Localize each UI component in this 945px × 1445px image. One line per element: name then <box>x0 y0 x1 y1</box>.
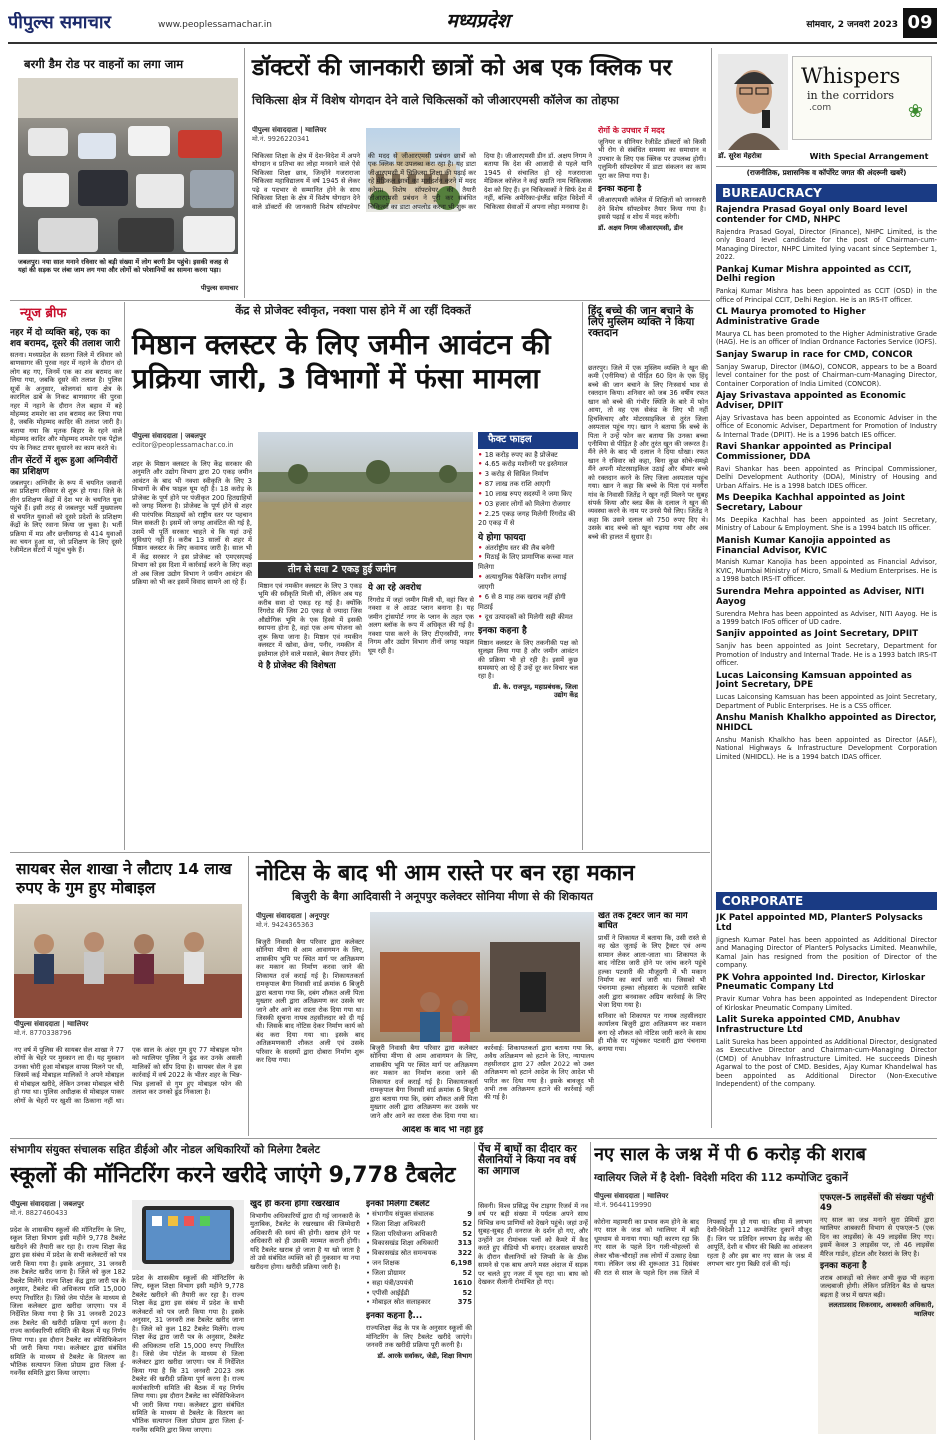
bureaucracy-item-title: Sanjiv appointed as Joint Secretary, DPIIT <box>716 629 919 640</box>
list-item-text: मिठाई के लिए प्रामाणिक कच्चा माल मिलेगा <box>478 553 574 572</box>
bureaucracy-item-title: Ms Deepika Kachhal appointed as Joint Secretary, Labour <box>716 493 905 513</box>
bureaucracy-item-text: Ravi Shankar has been appointed as Principal Commissioner, Delhi Development Authority (DDA), Ministry of Housing and Urban Affairs. He is a 1998 batch IDES officer. <box>716 464 937 490</box>
row-value: 6,198 <box>450 1259 472 1268</box>
doctors-byline-box: पीपुल्स संवाददाता | ग्वालियर मो.नं. 9926220341 <box>252 126 362 152</box>
mishthan-city: जबलपुर <box>185 432 206 440</box>
list-item-text: 2.25 एकड़ जगह मिलेगी रिंगरोड की 20 एकड़ में से <box>478 509 576 528</box>
jam-photo <box>18 78 238 254</box>
corporate-title: CORPORATE <box>716 892 937 910</box>
bullet-icon: • <box>478 553 485 562</box>
tablet-story <box>10 1142 472 1440</box>
list-item <box>478 451 578 461</box>
bureaucracy-item-text: Maurya CL has been promoted to the Higher Administrative Grade (HAG). He is an officer of Indian Ordnance Factories Service (IOFS). <box>716 329 937 347</box>
bullet-icon: • <box>478 450 485 459</box>
hindu-story <box>588 302 708 850</box>
notice-story <box>252 856 708 1136</box>
corporate-list <box>716 910 937 1134</box>
notice-subtitle: बिजुरी के बैगा आदिवासी ने अनूपपुर कलेक्टर सोनिया मीणा से की शिकायत <box>292 890 593 903</box>
tablet-kicker: संभागीय संयुक्त संचालक सहित डीईओ और नोडल अधिकारियों को मिलेगा टैबलेट <box>10 1144 320 1156</box>
row-label: • एपीसी आईईडी <box>366 1288 410 1297</box>
notice-city: अनूपपुर <box>309 912 330 920</box>
mishthan-byline: पीपुल्स संवाददाता <box>132 432 178 440</box>
doctors-body: चिकित्सा शिक्षा के क्षेत्र में देश-विदेश में अपने योगदान व प्रतिभा का लोहा मनवाने वाले ऐसे चिकित्सा शिक्षा छात्र, जिन्होंने गजराराजा चिकित्सा महाविद्यालय में वर्ष 1945 से लेकर पढ़े व पदभार से सम्मानित होने के साथ चिकित्सा शिक्षा के क्षेत्र में विशेष योगदान देने वाले डॉक्टरों की जानकारी विशेष सॉफ्टवेयर की मदद से जीआरएमसी प्रबंधन छात्रों को एक क्लिक पर उपलब्ध करा रहा है। यह डाटा जीआरएमसी में चिकित्सा शिक्षा की पढ़ाई कर रहे मेडिकल छात्रों का मार्गदर्शन करने में मदद करेगा। विशेष सॉफ्टवेयर की तैयारी जीआरएमसी प्रबंधन ने पूरी कर संबंधित चिकित्सों का डाटा अपलोड करना भी शुरू कर दिया है। जीआरएमसी डीन डॉ. अक्षय निगम ने बताया कि देश की आजादी से पहले यानि 1945 से संचालित हो रहे गजराराजा मेडिकल कॉलेज ने कई ख्याति नाम चिकित्सक देश को दिए हैं। इन चिकित्सकों ने सिर्फ देश में नहीं, बल्कि अमेरिका-इंग्लैंड सहित विदेशों में चिकित्सा सेवाओं में अपना लोहा मनवाया है। <box>252 152 592 211</box>
bureaucracy-item-title: Lucas Laiconsing Kamsuan appointed as Joint Secretary, DPE <box>716 670 912 691</box>
list-item-text: 03 हजार लोगों को मिलेगा रोजगार <box>484 499 571 508</box>
tablet-city: जबलपुर <box>63 1200 84 1208</box>
wine-side-body: नए साल का जश्न मनाने सुरा प्रेमियों द्वारा ग्वालियर आबकारी विभाग से एफएल-5 (एक दिन का लाइसेंस) के 49 लाइसेंस लिए गए। इसमें केवल 3 लाइसेंस पर, तो 46 लाइसेंस मैरिज गार्डन, होटल और रेस्तरां के लिए है। <box>820 1215 934 1258</box>
tablet-quote-by: डॉ. आरके सर्वाकर, जेडी, शिक्षा विभाग <box>377 1351 472 1360</box>
notice-byline-box: पीपुल्स संवाददाता | अनूपपुर मो.नं. 9424365363 <box>256 912 366 936</box>
tablet-rows <box>366 1210 472 1308</box>
mishthan-title: मिष्ठान क्लस्टर के लिए जमीन आवंटन की प्रक्रिया जारी, 3 विभागों में फंसा मामला <box>132 328 551 395</box>
hindu-body: छतरपुर। जिले में एक मुस्लिम व्यक्ति ने खून की कमी (एनीमिया) से पीड़ित 60 दिन के एक हिंदू बच्चे की जान बचाने के लिए निःस्वार्थ भाव से रक्तदान किया। शनिवार को जब 36 वर्षीय रफत खान को बच्चे की गंभीर स्थिति के बारे में फोन आया, तो वह एक सेकंड के लिए भी नहीं हिचकिचाए और मोटरसाइकिल से तुरंत जिला अस्पताल पहुंच गए। खान ने बताया कि बच्चे के पिता ने उन्हें फोन कर बताया कि उनका बच्चा एनीमिया से पीड़ित है और तुरंत खून की जरूरत है। मैंने लेने के बाद भी दलाल ने दिया धोखा। रफत खान ने रविवार को कहा, बिना कुछ सोचे-समझे मैंने अपनी मोटरसाइकिल उठाई और बीमार बच्चे को रक्तदान करने के लिए जिला अस्पताल पहुंच गया। खान ने कहा कि बच्चे के पिता एवं मनगैरा गांव के निवासी जितेंद्र ने खून नहीं मिलने पर सुबह संपर्क किया और ब्लड बैंक के दलाल ने खून की व्यवस्था करने के नाम पर उनसे पैसे लिए। जितेंद्र ने कहा कि उसने दलाल को 750 रुपए दिए थे। उसके बाद बच्चे को खून चढ़ाया गया और अब बच्चे की हालत में सुधार है। <box>588 364 708 541</box>
tablet-box <box>250 1200 360 1434</box>
corporate-item-title: Lalit Sureka appointed CMD, Anubhav Infrastructure Ltd <box>716 1015 901 1035</box>
list-item <box>478 573 578 593</box>
wine-subtitle: ग्वालियर जिले में है देशी- विदेशी मदिरा की 112 कम्पोजिट दुकानें <box>594 1172 848 1184</box>
bullet-icon: • <box>478 612 485 621</box>
list-item-text: दूध उत्पादकों को मिलेगी सही कीमत <box>484 612 573 621</box>
table-row <box>366 1249 472 1259</box>
bagh-body: सिवनी। विश्व प्रसिद्ध पेंच टाइगर रिजर्व में नव वर्ष पर बड़ी संख्या में पर्यटक अपने साथ विभिन्न वन्य प्राणियों को देखने पहुंचे। जहां उन्हें सुबह-सुबह ही वनराज के दर्शन हो गए, और उन्होंने उन रोमांचक पलों को कैमरे में कैद करते हुए वीडियो भी बनाए। दरअसल सफारी के दौरान सैलानियों को जिप्सी के के ठीक सामने से एक बाघ अपने मस्त अंदाज में सड़क पर चलते हुए नजर में घूम रहा था। बाघ को देखकर सैलानी रोमांचित हो गए। <box>478 1202 588 1286</box>
wine-city: ग्वालियर <box>647 1192 669 1200</box>
list-item <box>478 593 578 613</box>
bureaucracy-item-title: CL Maurya promoted to Higher Administrative Grade <box>716 307 866 327</box>
tablet-mobile: मो.नं. 8827460433 <box>10 1208 68 1217</box>
row-label: • जिला शिक्षा अधिकारी <box>366 1219 426 1228</box>
doctors-side <box>598 126 706 298</box>
table-row <box>366 1298 472 1308</box>
bullet-icon: • <box>478 480 485 489</box>
whispers-logo-sub: in the corridors <box>807 89 894 103</box>
doctors-quote-by: डॉ. अक्षय निगम जीआरएमसी, डीन <box>598 223 683 232</box>
wine-story <box>594 1142 937 1440</box>
list-item <box>478 510 578 530</box>
brief-2-body: जबलपुर। अग्निवीर के रूप में चयनित जवानों का प्रशिक्षण रविवार से शुरू हो गया। जिले के तीन प्रशिक्षण केंद्रों में देश भर के चयनित युवा पहुंचे हैं। इसी तरह से जबलपुर भर्ती मुख्यालय से चयनित युवाओं को दूसरे प्रदेशों के प्रशिक्षण केंद्रों के लिए रवाना किया जा चुका है। भर्ती प्रक्रिया में मप्र और छत्तीसगढ़ से 414 युवाओं का चयन हुआ था, जो प्रशिक्षण के लिए दूसरे रेजीमेंटल सेंटरों में पहुंच चुके हैं। <box>10 478 122 555</box>
tablet-title: स्कूलों की मॉनिटरिंग करने खरीदे जाएंगे 9,778 टैबलेट <box>10 1163 456 1188</box>
bureaucracy-item-title: Ravi Shankar appointed as Principal Commissioner, DDA <box>716 442 892 462</box>
cyber-event-illustration <box>14 904 242 1018</box>
bureaucracy-list <box>716 202 937 866</box>
row-value: 313 <box>457 1239 472 1248</box>
table-row <box>366 1269 472 1279</box>
tablet-body: प्रदेश के शासकीय स्कूलों की मॉनिटरिंग के लिए, स्कूल शिक्षा विभाग इसी महीने 9,778 टैबलेट खरीदने की तैयारी कर रहा है। राज्य शिक्षा केंद्र द्वारा इस संबंध में प्रदेश के सभी कलेक्टरों को पत्र जारी किया गया है। इसके अनुसार, 31 जनवरी तक टैबलेट खरीद जाना है। जिले को कुल 182 टैबलेट मिलेंगे। राज्य शिक्षा केंद्र द्वारा जारी पत्र के अनुसार, टैबलेट की अधिकतम राशि 15,000 रुपए निर्धारित है। जिसे जेम पोर्टल के माध्यम से जिला कलेक्टर द्वारा खरीदा जाएगा। पत्र में निर्देशित किया गया है कि 31 जनवरी 2023 तक टैबलेट की खरीदी प्रक्रिया पूर्ण करना है। राज्य कार्यकारिणी समिति की बैठक में यह निर्णय लिया गया। इस दौरान टैबलेट का स्पेसिफिकेशन भी जारी किया गया। कलेक्टर द्वारा संबंधित समिति के माध्यम से टैबलेट के वितरण का भौतिक सत्यापन जिला प्रोग्राम द्वारा जिला ई-गवर्नेंस समिति द्वारा किया जाएगा। <box>10 1226 126 1378</box>
bureaucracy-item-title: Manish Kumar Kanojia appointed as Financial Advisor, KVIC <box>716 535 891 556</box>
bureaucracy-item-title: Surendra Mehra appointed as Adviser, NITI Aayog <box>716 586 925 607</box>
benefits-title: ये होगा फायदा <box>478 533 526 544</box>
jam-caption: जबलपुर। नया साल मनाने रविवार को बड़ी संख्या में लोग बरगी डैम पहुंचे। इसकी वजह से यहां की सड़क पर लंबा जाम लग गया और लोगों को परेशानियों का सामना करना पड़ा। <box>18 258 229 275</box>
tablet-quote-title: इनका कहना है... <box>366 1311 423 1322</box>
doctors-city: ग्वालियर <box>305 126 327 134</box>
house-photo <box>370 912 594 1042</box>
site-url: www.peoplessamachar.in <box>158 20 272 30</box>
wine-quote: शराब आकड़ों को लेकर अभी कुछ भी कहना जल्दबाजी होगी। लेकिन प्रतिदिन बैठ से खपत बढ़ता है जश्न में खपत बढ़ी। <box>820 1273 934 1299</box>
bureaucracy-item-text: Lucas Laiconsing Kamsuan has been appointed as Joint Secretary, Department of Public Enterprises. He is a CSS officer. <box>716 693 937 710</box>
corporate-item-title: PK Vohra appointed Ind. Director, Kirloskar Pneumatic Company Ltd <box>716 972 926 993</box>
list-item <box>478 480 578 490</box>
list-item-text: 18 करोड़ रुपए का है प्रोजेक्ट <box>484 450 558 459</box>
doctors-side-title: रोगों के उपचार में मदद <box>598 126 665 135</box>
mishthan-box-1-body: मिष्ठान एवं नमकीन क्लस्टर के लिए 3 एकड़ भूमि की स्वीकृति मिली थी, लेकिन अब यह करीब सवा दो एकड़ रह गई है। क्योंकि रिंगरोड की जिस 20 एकड़ से ज्यादा जिस औद्योगिक भूमि के एक हिस्से में इसकी स्थापना होना है, वहां एक अन्य योजना को शुरू किया जाना है। मिष्ठान एवं नमकीन क्लस्टर में खोवा, छेना, पनीर, नमकीन में इस्तेमाल होने वाले मसाले, बेसन तैयार होंगे। <box>258 582 362 658</box>
mishthan-facts <box>478 432 578 850</box>
whispers-logo-main: Whispers <box>801 64 901 88</box>
list-item-text: अंतर्राष्ट्रीय स्तर की लैब बनेगी <box>484 543 555 552</box>
mishthan-box-2 <box>368 580 474 850</box>
columnist-photo <box>718 54 788 150</box>
wine-title: नए साल के जश्न में पी 6 करोड़ की शराब <box>594 1144 866 1165</box>
mishthan-box-2-title: ये आ रहे अवरोध <box>368 583 422 593</box>
doctors-mobile: मो.नं. 9926220341 <box>252 134 310 143</box>
list-item-text: अत्याधुनिक पैकेजिंग मशीन लगाई जाएगी <box>478 573 567 591</box>
hindu-title: हिंदू बच्चे की जान बचाने के लिए मुस्लिम व्यक्ति ने किया रक्तदान <box>588 305 695 340</box>
row-value: 52 <box>462 1288 472 1297</box>
notice-body: बिजुरी निवासी बैगा परिवार द्वारा कलेक्टर सोनिया मीणा से आम आवागमन के लिए, शासकीय भूमि पर स्थित मार्ग पर अतिक्रमण कर मकान का निर्माण करवा जाने की शिकायत दर्ज कराई गई है। शिकायतकर्ता रामकृपाल बैगा निवासी वार्ड क्रमांक 6 बिजुरी द्वारा बताया गया कि, दबंग शौकत अली पिता मुख्तार अली द्वारा अतिक्रमण कर उसके घर जाने और आने का रास्ता रोक दिया गया था। जिसकी सूचना नायब तहसीलदार को दी गई थी। जिसके बाद नोटिस देकर निर्माण कार्य को बंद करा दिया गया था। इसके बाद अतिक्रमणकारी शौकत अली एवं उसके परिवार के सदस्यों द्वारा दोबारा निर्माण शुरू कर दिया गया। <box>256 938 364 1065</box>
whispers-credit: With Special Arrangement <box>809 152 929 161</box>
doctors-byline: पीपुल्स संवाददाता <box>252 126 298 134</box>
mishthan-box-1 <box>258 580 362 850</box>
mishthan-body: शहर के मिष्ठान क्लस्टर के लिए केंद्र सरकार की अनुमति और उद्योग विभाग द्वारा 20 एकड़ जमीन आवंटन के बाद भी नक्शा स्वीकृति के लिए 3 विभागों के बीच फाइल घूम रही है। 18 करोड़ के प्रोजेक्ट के पूर्ण होने पर पंजीकृत 200 हितग्राहियों को जगह मिलना है। प्रोजेक्ट के पूर्ण होने से शहर की पारंपरिक मिठाइयों को राष्ट्रीय स्तर पर पहचान मिल सकती है। इसमें जो जगह आवंटित की गई है, उसमें भी पूर्ति सरकार चाहते थे कि यहां उन्हें सुविधाएं नहीं हैं। करीब 13 सालों से शहर में मिष्ठान क्लस्टर के लिए कवायद जारी है। साल भी में केंद्र सरकार ने इस प्रोजेक्ट को एमएसएमई विभाग को इस दिशा में कार्रवाई करने के लिए कहा तो अब जिला उद्योग विभाग ने जमीन आवंटन की प्रक्रिया को भी कर इसमें विवाद सामने आ रहे हैं। <box>132 460 252 587</box>
list-item-text: 4.65 करोड़ मशीनरी पर इस्तेमाल <box>484 460 568 469</box>
row-label: • संभागीय संयुक्त संचालक <box>366 1209 434 1218</box>
mishthan-box-2-body: रिंगरोड में जहां जमीन मिली थी, वहां फिर से नक्शा व ले आउट प्लान बनाना है। यह जमीन ट्रांसपोर्ट नगर के प्लान के तहत एक अलग ब्लॉक के रूप में अधिकृत की गई है। नक्शा पास करने के लिए टीएनसीपी, नगर निगम और उद्योग विभाग तीनों जगह फाइल घूम रही है। <box>368 595 474 655</box>
row-value: 375 <box>457 1298 472 1307</box>
columnist-portrait-illustration <box>718 54 788 150</box>
cyber-byline-box: पीपुल्स संवाददाता | ग्वालियर मो.नं. 8770338796 <box>14 1020 124 1044</box>
doctors-subtitle: चिकित्सा क्षेत्र में विशेष योगदान देने वाले चिकित्सकों को जीआरएमसी कॉलेज का तोहफा <box>252 93 619 107</box>
mishthan-email: editor@peoplessamachar.co.in <box>132 440 234 449</box>
mishthan-story <box>128 302 578 850</box>
bullet-icon: • <box>478 592 485 601</box>
mishthan-box-1-title: ये है प्रोजेक्ट की विशेषता <box>258 660 336 671</box>
bullet-icon: • <box>478 460 485 469</box>
notice-side-body-2: सनिवार को शिकायत पर नायब तहसीलदार कार्यालय बिजुरी द्वारा अतिक्रमण कर मकान बना रहे शौकत को नोटिस जारी करने के साथ ही मौके पर पहुंचकर पटवारी द्वारा पंचनामा बनाया गया। <box>598 1011 706 1054</box>
cyber-mobile: मो.नं. 8770338796 <box>14 1028 72 1037</box>
whispers-logo <box>792 56 932 140</box>
table-row <box>366 1220 472 1230</box>
notice-body-2: बिजुरी निवासी बैगा परिवार द्वारा कलेक्टर सोनिया मीणा से आम आवागमन के लिए, शासकीय भूमि पर स्थित मार्ग पर अतिक्रमण कर मकान का निर्माण करवा जाने की शिकायत दर्ज कराई गई है। शिकायतकर्ता रामकृपाल बैगा निवासी वार्ड क्रमांक 6 बिजुरी द्वारा बताया गया कि, दबंग शौकत अली पिता मुख्तार अली द्वारा अतिक्रमण कर उसके घर जाने और आने का रास्ता रोक दिया गया था। <box>370 1044 478 1120</box>
mishthan-quote: मिष्ठान क्लस्टर के लिए तकनीकी पक्ष को सुलझा लिया गया है और जमीन आवंटन की प्रक्रिया भी हो रही है। इसमें कुछ समस्याएं आ रहे हैं उन्हें दूर कर विचार चल रहा है। <box>478 638 578 681</box>
bureaucracy-item-title: Rajendra Prasad Goyal only Board level contender for CMD, NHPC <box>716 205 908 225</box>
notice-after: आदेश के बाद भी नहीं हुई <box>402 1126 484 1135</box>
cyber-title: सायबर सेल शाखा ने लौटाए 14 लाख रुपए के गुम हुए मोबाइल <box>16 860 232 898</box>
bureaucracy-item-title: Sanjay Swarup in race for CMD, CONCOR <box>716 349 913 360</box>
list-item <box>478 490 578 500</box>
tablet-quote: राज्यशिक्षा केंद्र के पत्र के अनुसार स्कूलों की मॉनिटरिंग के लिए टैबलेट खरीदे जाएंगे। जनवरी तक खरीदी प्रक्रिया पूरी करनी है। <box>366 1324 472 1350</box>
table-row <box>366 1279 472 1289</box>
list-item <box>478 470 578 480</box>
jam-story <box>10 48 242 298</box>
row-label: • जन शिक्षक <box>366 1259 400 1268</box>
mishthan-byline-box: पीपुल्स संवाददाता | जबलपुर editor@peoplessamachar.co.in <box>132 432 262 462</box>
tablet-photo <box>132 1200 244 1270</box>
masthead-rule <box>8 42 937 44</box>
row-value: 52 <box>462 1268 472 1277</box>
notice-byline: पीपुल्स संवाददाता <box>256 912 302 920</box>
benefits-list <box>478 544 578 623</box>
bagh-story <box>478 1142 588 1440</box>
row-label: • मोबाइल स्रोत सलाहकार <box>366 1298 431 1307</box>
jam-credit: पीपुल्स समाचार <box>200 284 238 292</box>
table-row <box>366 1210 472 1220</box>
whispers-tagline: (राजनीतिक, प्रशासनिक व कॉर्पोरेट जगत की अंदरूनी खबरें) <box>716 166 937 178</box>
cyber-city: ग्वालियर <box>67 1020 89 1028</box>
bullet-icon: • <box>478 573 485 582</box>
row-value: 1610 <box>453 1278 472 1287</box>
mishthan-quote-title: इनका कहना है <box>478 626 527 637</box>
list-item <box>478 553 578 573</box>
bureaucracy-item-text: Surendra Mehra has been appointed as Adviser, NITI Aayog. He is a 1999 batch IFoS officer of UD cadre. <box>716 609 937 626</box>
land-photo-caption: तीन से सवा 2 एकड़ हुई जमीन <box>258 562 473 578</box>
bureaucracy-item-title: Anshu Manish Khalkho appointed as Director, NHIDCL <box>716 713 937 734</box>
bureaucracy-item-title: Pankaj Kumar Mishra appointed as CCIT, Delhi region <box>716 264 912 285</box>
section-name: मध्यप्रदेश <box>446 10 510 32</box>
tablet-byline: पीपुल्स संवाददाता <box>10 1200 56 1208</box>
list-item <box>478 500 578 510</box>
bureaucracy-item-text: Ms Deepika Kachhal has been appointed as Joint Secretary, Ministry of Labour & Employment. She is a 1994 batch IIS officer. <box>716 515 937 533</box>
corporate-item-text: Jignesh Kumar Patel has been appointed as Additional Director and Managing Director of PlanterS Polysacks Limited. Meanwhile, Kamal Jain has resigned from the position of Director of the company. <box>716 935 937 970</box>
mishthan-kicker: केंद्र से प्रोजेक्ट स्वीकृत, नक्शा पास होने में आ रहीं दिक्कतें <box>235 304 471 317</box>
bureaucracy-item-text: Pankaj Kumar Mishra has been appointed as CCIT (OSD) in the office of Principal CCIT, Delhi Region. He is an IRS-IT officer. <box>716 287 937 304</box>
row-label: • जिला परियोजना अधिकारी <box>366 1229 437 1238</box>
notice-title: नोटिस के बाद भी आम रास्ते पर बन रहा मकान <box>256 861 635 886</box>
bullet-icon: • <box>478 489 485 498</box>
leaf-icon: ❀ <box>907 101 923 122</box>
cyber-photo <box>14 904 242 1018</box>
bullet-icon: • <box>478 499 485 508</box>
list-item <box>478 460 578 470</box>
mishthan-quote-by: डी. के. राजपूत, महाप्रबंधक, जिला उद्योग केंद्र <box>493 682 578 700</box>
masthead <box>8 6 937 42</box>
land-photo <box>258 432 473 560</box>
wine-side-title: एफएल-5 लाइसेंसों की संख्या पहुंची 49 <box>820 1193 934 1213</box>
bureaucracy-item-text: Sanjiv has been appointed as Joint Secretary, Department for Promotion of Industry and Internal Trade. He is a 1993 batch IRS-IT officer. <box>716 642 937 668</box>
doctors-quote-body: जीआरएमसी कॉलेज में शिक्षितों को जानकारी देने विशेष सॉफ्टवेयर तैयार किया गया है। इससे पढ़ाई व शोध में मदद करेगी। <box>598 196 706 222</box>
whispers-header <box>716 48 937 180</box>
table-row <box>366 1289 472 1299</box>
row-value: 9 <box>467 1209 472 1218</box>
list-item-text: 3 करोड़ से सिविल निर्माण <box>484 470 549 479</box>
corporate-item-title: JK Patel appointed MD, PlanterS Polysacks Ltd <box>716 913 923 933</box>
bureaucracy-item-title: Ajay Srivastava appointed as Economic Adviser, DPIIT <box>716 390 906 411</box>
land-illustration <box>258 432 473 560</box>
list-item <box>478 544 578 554</box>
wine-byline-box: पीपुल्स संवाददाता | ग्वालियर मो.नं. 9644119990 <box>594 1192 704 1216</box>
bullet-icon: • <box>478 509 485 518</box>
house-illustration <box>370 912 594 1042</box>
notice-side <box>598 912 706 1136</box>
notice-side-title: खेत तक ट्रैक्टर जाने का मार्ग बाधित <box>598 912 688 931</box>
tablet-list <box>366 1200 472 1434</box>
wine-mobile: मो.नं. 9644119990 <box>594 1200 652 1209</box>
tablet-byline-box: पीपुल्स संवाददाता | जबलपुर मो.नं. 8827460433 <box>10 1200 130 1224</box>
traffic-jam-illustration <box>18 78 238 254</box>
bureaucracy-item-text: Sanjay Swarup, Director (IM&O), CONCOR, appears to be a Board level container for the post of Chairman-cum-Managing Director, Container Corporation of India Limited (CONCOR). <box>716 362 937 388</box>
table-row <box>366 1259 472 1269</box>
list-item-text: 10 लाख रुपए सदस्यों ने जमा किए <box>484 489 572 498</box>
columnist-name: डॉ. सुरेश मेहरोत्रा <box>718 152 762 160</box>
corporate-item-text: Pravir Kumar Vohra has been appointed as Independent Director of Kirloskar Pneumatic Company Limited. <box>716 995 937 1012</box>
whispers-logo-com: .com <box>809 103 832 113</box>
page-number: 09 <box>903 8 937 38</box>
table-row <box>366 1239 472 1249</box>
tablet-body-cont: प्रदेश के शासकीय स्कूलों की मॉनिटरिंग के लिए, स्कूल शिक्षा विभाग इसी महीने 9,778 टैबलेट खरीदने की तैयारी कर रहा है। राज्य शिक्षा केंद्र द्वारा इस संबंध में प्रदेश के सभी कलेक्टरों को पत्र जारी किया गया है। इसके अनुसार, 31 जनवरी तक टैबलेट खरीद जाना है। जिले को कुल 182 टैबलेट मिलेंगे। राज्य शिक्षा केंद्र द्वारा जारी पत्र के अनुसार, टैबलेट की अधिकतम राशि 15,000 रुपए निर्धारित है। जिसे जेम पोर्टल के माध्यम से जिला कलेक्टर द्वारा खरीदा जाएगा। पत्र में निर्देशित किया गया है कि 31 जनवरी 2023 तक टैबलेट की खरीदी प्रक्रिया पूर्ण करना है। राज्य कार्यकारिणी समिति की बैठक में यह निर्णय लिया गया। इस दौरान टैबलेट का स्पेसिफिकेशन भी जारी किया गया। कलेक्टर द्वारा संबंधित समिति के माध्यम से टैबलेट के वितरण का भौतिक सत्यापन जिला प्रोग्राम द्वारा जिला ई-गवर्नेंस समिति द्वारा किया जाएगा। <box>132 1274 244 1434</box>
wine-quote-title: इनका कहना है <box>820 1260 867 1271</box>
tablet-device-illustration <box>132 1200 244 1270</box>
doctors-side-body: जूनियर व सीनियर रेजीडेंट डॉक्टरों को किसी भी रोग से संबंधित समस्या का समाधान व उपचार के लिए एक क्लिक पर उपलब्ध होगी। एलुमिनी सॉफ्टवेयर में डाटा संकलन का काम पूरा कर लिया गया है। <box>598 138 706 180</box>
row-value: 322 <box>457 1249 472 1258</box>
doctors-story <box>248 48 708 298</box>
cyber-byline: पीपुल्स संवाददाता <box>14 1020 60 1028</box>
row-value: 52 <box>462 1229 472 1238</box>
news-brief-title: न्यूज ब्रीफ <box>20 306 67 321</box>
wine-side <box>818 1192 936 1434</box>
jam-title: बरगी डैम रोड पर वाहनों का लगा जाम <box>24 57 184 71</box>
bureaucracy-item-text: Manish Kumar Kanojia has been appointed as Financial Advisor, KVIC, Mumbai Ministry of Micro, Small & Medium Enterprises. He is a 1998 batch IRS-IT officer. <box>716 558 937 584</box>
row-label: • विकासखंड शिक्षा अधिकारी <box>366 1239 439 1248</box>
facts-title: फैक्ट फाइल <box>478 432 578 449</box>
row-label: • सहा यंत्री/उपयंत्री <box>366 1278 414 1287</box>
mishthan-body-2 <box>258 432 473 560</box>
cyber-story <box>10 856 246 1136</box>
row-label: • जिला प्रोग्रामर <box>366 1268 406 1277</box>
tablet-box-body: विभागीय अधिकारियों द्वारा दी गई जानकारी के मुताबिक, टैबलेट के रखरखाव की जिम्मेदारी अधिकारी की स्वयं की होगी। खराब होने पर अधिकारी को ही उसकी मरम्मत करानी होगी। यदि टैबलेट खराब हो जाता है या खो जाता है तो उसे संबंधित व्यक्ति को ही नुकसान या नया खरीदना होगा। खरीदी प्रक्रिया जारी है। <box>250 1211 360 1271</box>
brief-2-title: तीन सेंटरों में शुरू हुआ अग्निवीरों का प्रशिक्षण <box>10 456 118 477</box>
table-row <box>366 1230 472 1240</box>
tablet-body-2 <box>132 1274 244 1434</box>
tablet-list-title: इनको मिलेगा टैबलेट <box>366 1200 430 1209</box>
bureaucracy-title: BUREAUCRACY <box>716 184 937 202</box>
bullet-icon: • <box>478 470 485 479</box>
wine-byline: पीपुल्स संवाददाता <box>594 1192 640 1200</box>
doctors-quote-title: इनका कहना है <box>598 184 642 194</box>
brief-1-title: नहर में दो व्यक्ति बहे, एक का शव बरामद, दूसरे की तलाश जारी <box>10 328 121 349</box>
brand-logo: पीपुल्स समाचार <box>8 12 111 33</box>
wine-quote-by: ललताप्रसाद सिकरवार, आबकारी अधिकारी, ग्वालियर <box>828 1301 934 1318</box>
bureaucracy-item-text: Rajendra Prasad Goyal, Director (Finance), NHPC Limited, is the only Board level candidate for the post of Chairman-cum-Managing Director, NHPC Limited lying vacant since September 1, 2022. <box>716 227 937 262</box>
list-item <box>478 613 578 623</box>
bagh-title: पेंच में बाघों का दीदार कर सैलानियों ने किया नव वर्ष का आगाज <box>478 1143 577 1178</box>
row-label: • विकासखंड स्रोत समन्वयक <box>366 1249 437 1258</box>
corporate-item-text: Lalit Sureka has been appointed as Additional Director, designated as Executive Director and Chairman-cum-Managing Director (CMD) of Anubhav Infrastructure Limited. He succeeds Dinesh Agarwal to the post of CMD. Besides, Ajay Kumar Khandelwal has been appointed as Additional Director (Non-Executive Independent) of the company. <box>716 1037 937 1089</box>
tablet-box-title: खुद ही करना होगा रखरखाव <box>250 1200 340 1209</box>
row-value: 52 <box>462 1219 472 1228</box>
facts-list <box>478 451 578 530</box>
bureaucracy-item-text: Ajay Srivastava has been appointed as Economic Adviser in the office of Economic Adviser, Department for Promotion of Industry & Internal Trade (DPIIT). He is a 1996 batch IES officer. <box>716 413 937 439</box>
list-item-text: 6 से 8 माह तक खराब नहीं होगी मिठाई <box>478 592 566 611</box>
notice-side-body: प्रार्थी ने शिकायत में बताया कि, उसी रास्ते से वह खेत जुताई के लिए ट्रैक्टर एवं अन्य सामान लेकर आता-जाता था। शिकायत के बाद नोटिस जारी होने पर जांच करने पहुंचे हल्का पटवारी की मौजूदगी में भी मकान निर्माण का कार्य जारी था। जिसको भी पंचनामा हल्का लोहसारा के पटवारी साबिर अली द्वारा बनवाकर अग्रिम कार्रवाई के लिए भेजा दिया गया है। <box>598 933 706 1010</box>
notice-mobile: मो.नं. 9424365363 <box>256 920 314 929</box>
list-item-text: 87 लाख तक राशि आएगी <box>484 480 551 489</box>
brief-1-body: सतना। मध्यप्रदेश के सतना जिले में रविवार को बाणसागर की पुरवा नहर में नहाने के दौरान दो लोग बह गए, जिनमें एक का शव बरामद कर लिया गया, जबकि दूसरे की तलाश है। पुलिस सूत्रों के अनुसार, कोलगवां थाना क्षेत्र के कारगिल ढाबे के निकट बाणसागर की पुरवा नहर में नहाने के दौरान तेज बहाव में बहे मोहम्मद शमशेर का शव बरामद कर लिया गया है, जबकि मोहम्मद कादिर की तलाश जारी है। बताया गया कि मृतक बिहार के रहने वाले मोहम्मद कादिर और मोहम्मद शमशेर एक पेट्रोल पंप के निकट टायर सुधारने का काम करते थे। <box>10 350 122 452</box>
issue-date: सोमवार, 2 जनवरी 2023 <box>806 20 898 30</box>
bureaucracy-item-text: Anshu Manish Khalkho has been appointed as Director (A&F), National Highways & Infrastructure Development Corporation Limited (NHIDCL). He is a 1994 batch IDAS officer. <box>716 735 937 761</box>
news-brief <box>10 302 122 850</box>
bullet-icon: • <box>478 543 485 552</box>
wine-body: कोरोना महामारी का प्रभाव कम होने के बाद नए साल के जश्न को ग्वालियर में बड़ी धूमधाम से मनाया गया। यही कारण रहा कि नए साल के पहले दिन गली-मोहल्लों से लेकर चौक-चौराहों तक लोगों में उत्साह देखा गया। लेकिन जश्न की शुरूआत 31 दिसंबर की रात से साल के पहले दिन तक जिले में निपकाईं गुम हो गया था। सीमा में लगभग देशी-विदेशी 112 कम्पोजिट दुकानें मौजूद हैं। जिन पर प्रतिदिन लगभग डेढ़ करोड़ की आपूर्ति, देशी व चीयर की बिक्री का आंकलन रहता है और इस बार नए साल के जश्न में लगभग चार गुना बिक्री दर्ज की गई। <box>594 1218 812 1277</box>
doctors-title: डॉक्टरों की जानकारी छात्रों को अब एक क्लिक पर <box>252 55 672 81</box>
house-photo-caption: कार्रवाई: शिकायतकर्ता द्वारा बताया गया कि, अवैध अतिक्रमण को हटाने के लिए, न्यायालय तहसीलदार द्वारा 27 अप्रैल 2022 को उक्त अतिक्रमण को हटाने आदेश के लिए आदेश भी पारित कर दिया गया है। इसके बावजूद भी अभी तक अतिक्रमण हटाने की कार्रवाई नहीं की गई है। <box>484 1044 594 1101</box>
cyber-body: नए वर्ष में पुलिस की सायबर सेल शाखा ने 77 लोगों के चेहरे पर मुस्कान ला दी। यह मुस्कान उनका चोरी हुआ मोबाइल वापस मिलने पर थी, जिसमें कई मोबाइल मालिकों ने अपने मोबाइल से मोबाइल खरीदे, लेकिन उनका मोबाइल चोरी हो गया था। पुलिस अधीक्षक से मोबाइल पाकर लोगों के चेहरों पर खुशी का ठिकाना नहीं था। एक साल के अंदर गुम हुए 77 मोबाइल फोन को ग्वालियर पुलिस ने ढूंढ कर उनके असली मालिकों को सौंप दिया है। सायबर सेल ने इस कार्रवाई में वर्ष 2022 के भीतर शहर के भिन्न-भिन्न इलाकों से गुम हुए मोबाइल फोन की तलाश कर उनको ढूंढ निकाला है। <box>14 1046 242 1105</box>
